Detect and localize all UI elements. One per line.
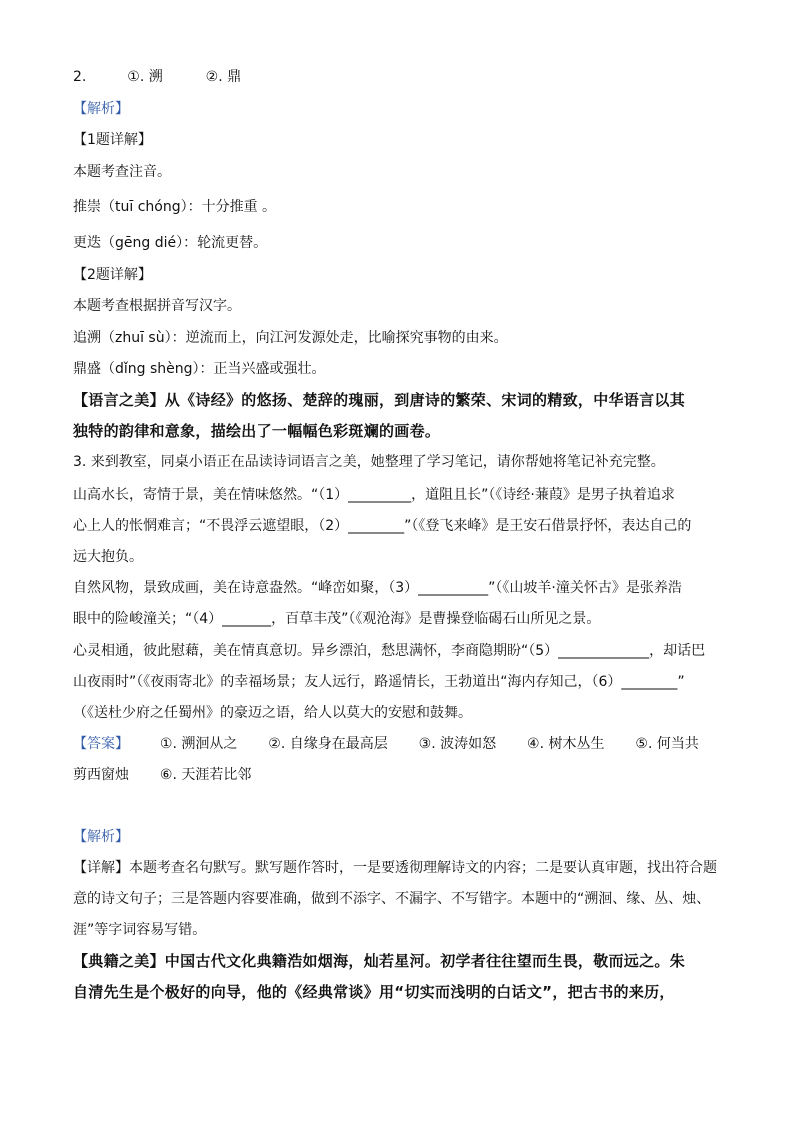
notes-paragraph-line: 山高水长，寄情于景，美在情味悠然。“（1）_________，道阻且长”（《诗经·蒹葭》是男子执着追求 bbox=[73, 487, 675, 503]
notes-paragraph-line: 自然风物，景致成画，美在诗意盎然。“峰峦如聚，（3）__________”（《山坡羊·潼关怀古》是张养浩 bbox=[73, 580, 682, 596]
language-beauty-paragraph: 独特的韵律和意象，描绘出了一幅幅色彩斑斓的画卷。 bbox=[73, 422, 441, 440]
answer-text: . 自缘身在最高层 bbox=[280, 736, 388, 752]
detail-paragraph-line: 【详解】本题考查名句默写。默写题作答时，一是要透彻理解诗文的内容；二是要认真审题，找出符合题 bbox=[73, 860, 717, 876]
answer-marker: ③ bbox=[418, 736, 432, 752]
answer-marker: ⑥ bbox=[159, 767, 173, 783]
q1-item: 更迭（gēng dié）：轮流更替。 bbox=[73, 235, 268, 251]
q2-description: 本题考查根据拼音写汉字。 bbox=[73, 298, 241, 314]
answer-text: 剪西窗烛 bbox=[73, 767, 129, 783]
q1-item: 推崇（tuī chóng）：十分推重 。 bbox=[73, 199, 277, 215]
answer-marker: ④ bbox=[527, 736, 540, 752]
answer-marker: ① bbox=[127, 69, 140, 85]
analysis-label: 【解析】 bbox=[73, 101, 129, 117]
answer-line-continued bbox=[73, 765, 251, 785]
answer-marker: ② bbox=[205, 69, 219, 85]
notes-paragraph-line: （《送杜少府之任蜀州》的豪迈之语，给人以莫大的安慰和鼓舞。 bbox=[73, 705, 472, 721]
notes-paragraph-line: 远大抱负。 bbox=[73, 549, 143, 565]
answer-marker: ② bbox=[268, 736, 281, 752]
answer-text: . 鼎 bbox=[218, 69, 242, 85]
notes-paragraph-line: 山夜雨时”（《夜雨寄北》的幸福场景；友人远行，路遥情长，王勃道出“海内存知己，（6）________” bbox=[73, 674, 685, 690]
q1-description: 本题考查注音。 bbox=[73, 164, 171, 180]
detail-paragraph-line: 涯”等字词容易写错。 bbox=[73, 922, 207, 938]
answer-text: . 树木丛生 bbox=[539, 736, 605, 752]
answer-text: . 波涛如怒 bbox=[431, 736, 497, 752]
analysis-label: 【解析】 bbox=[73, 829, 129, 845]
notes-paragraph-line: 眼中的险峻潼关；“（4）_______，百草丰茂”（《观沧海》是曹操登临碣石山所见之景。 bbox=[73, 611, 601, 627]
language-beauty-paragraph: 【语言之美】从《诗经》的悠扬、楚辞的瑰丽，到唐诗的繁荣、宋词的精致，中华语言以其 bbox=[73, 391, 686, 409]
question-3-intro: 3. 来到教室，同桌小语正在品读诗词语言之美，她整理了学习笔记，请你帮她将笔记补充完整。 bbox=[73, 454, 665, 470]
notes-paragraph-line: 心上人的怅惘难言；“不畏浮云遮望眼，（2）________”（《登飞来峰》是王安石借景抒怀，表达自己的 bbox=[73, 518, 692, 534]
q2-answer-line bbox=[73, 67, 241, 87]
answer-label: 【答案】 bbox=[73, 736, 129, 752]
classics-beauty-paragraph: 自清先生是个极好的向导，他的《经典常谈》用“切实而浅明的白话文”，把古书的来历， bbox=[73, 983, 675, 1001]
answer-marker: ① bbox=[159, 736, 173, 752]
classics-beauty-paragraph: 【典籍之美】中国古代文化典籍浩如烟海，灿若星河。初学者往往望而生畏，敬而远之。朱 bbox=[73, 952, 686, 970]
detail-paragraph-line: 意的诗文句子；三是答题内容要准确，做到不添字、不漏字、不写错字。本题中的“溯洄、缘、丛、烛、 bbox=[73, 891, 711, 907]
answer-text: . 溯 bbox=[139, 69, 163, 85]
q2-item: 追溯（zhuī sù）：逆流而上，向江河发源处走，比喻探究事物的由来。 bbox=[73, 330, 508, 346]
notes-paragraph-line: 心灵相通，彼此慰藉，美在情真意切。异乡漂泊，愁思满怀，李商隐期盼“（5）_____________，却话巴 bbox=[73, 643, 706, 659]
answer-text: . 何当共 bbox=[647, 736, 699, 752]
answer-text: . 溯洄从之 bbox=[172, 736, 238, 752]
q1-detail-label: 【1题详解】 bbox=[73, 132, 152, 148]
q2-item: 鼎盛（dǐng shèng）：正当兴盛或强壮。 bbox=[73, 361, 326, 377]
answer-line bbox=[73, 734, 699, 754]
answer-text: . 天涯若比邻 bbox=[172, 767, 252, 783]
question-number: 2. bbox=[73, 69, 87, 85]
q2-detail-label: 【2题详解】 bbox=[73, 267, 152, 283]
answer-marker: ⑤ bbox=[635, 736, 648, 752]
